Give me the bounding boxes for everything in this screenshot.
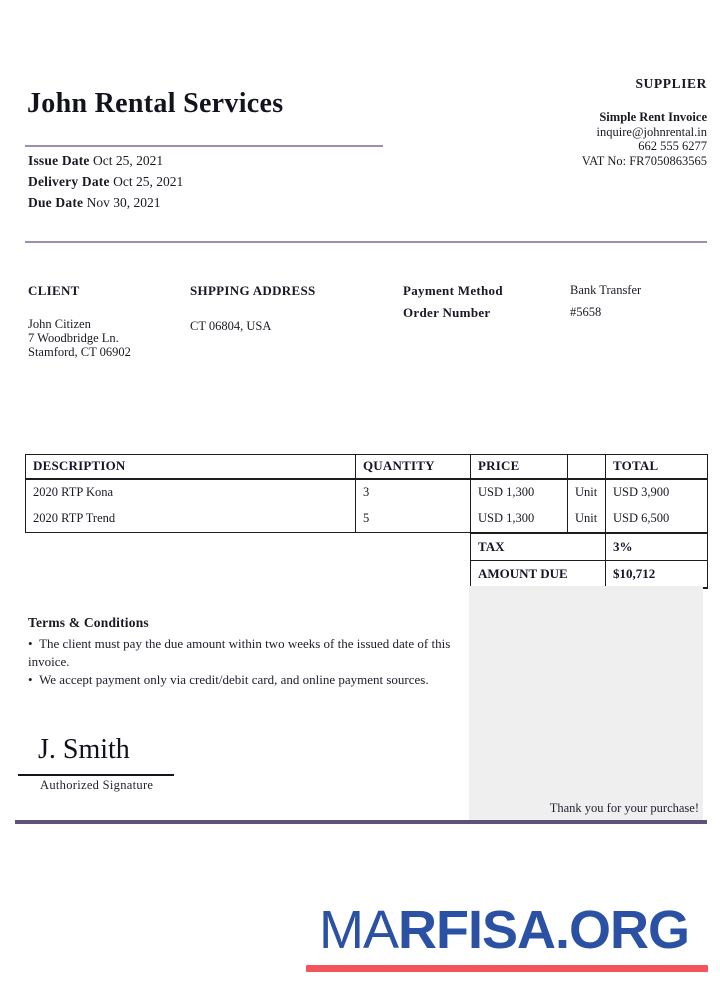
due-date-label: Due Date — [28, 195, 84, 210]
due-date-line — [28, 192, 183, 213]
brand-underline — [306, 965, 708, 972]
brand-logo-bold: RFISA.ORG — [397, 900, 689, 960]
issue-date-line — [28, 150, 183, 171]
delivery-date-value: Oct 25, 2021 — [113, 174, 184, 189]
shipping-address: CT 06804, USA — [190, 319, 272, 333]
bottom-divider — [15, 820, 707, 824]
tax-value: 3% — [606, 534, 708, 561]
delivery-date-label: Delivery Date — [28, 174, 110, 189]
amount-due-value: $10,712 — [606, 561, 708, 588]
item-price: USD 1,300 — [471, 479, 568, 506]
supplier-heading: SUPPLIER — [635, 76, 707, 91]
due-date-value: Nov 30, 2021 — [86, 195, 161, 210]
header-description: DESCRIPTION — [26, 455, 356, 479]
issue-date-value: Oct 25, 2021 — [93, 153, 164, 168]
amount-due-row — [471, 561, 708, 588]
section-divider — [25, 241, 707, 243]
items-header-row — [26, 455, 708, 479]
client-street: 7 Woodbridge Ln. — [28, 331, 119, 345]
item-price: USD 1,300 — [471, 506, 568, 533]
order-number-label: Order Number — [403, 305, 491, 320]
client-address — [28, 317, 131, 359]
signature-label: Authorized Signature — [40, 778, 154, 792]
items-table — [25, 454, 708, 533]
signature-name: J. Smith — [38, 734, 130, 765]
signature-line — [18, 774, 174, 776]
client-heading: CLIENT — [28, 283, 80, 298]
supplier-section — [582, 76, 707, 168]
item-unit: Unit — [568, 506, 606, 533]
footer-gray-panel — [469, 586, 703, 821]
terms-item: • We accept payment only via credit/debit card, and online payment sources. — [28, 671, 478, 689]
delivery-date-line — [28, 171, 183, 192]
totals-table — [470, 533, 708, 589]
item-quantity: 5 — [356, 506, 471, 533]
shipping-heading: SHPPING ADDRESS — [190, 283, 316, 298]
item-quantity: 3 — [356, 479, 471, 506]
supplier-vat: VAT No: FR7050863565 — [581, 153, 707, 168]
amount-due-label: AMOUNT DUE — [471, 561, 606, 588]
item-total: USD 6,500 — [606, 506, 708, 533]
item-unit: Unit — [568, 479, 606, 506]
supplier-name: Simple Rent Invoice — [599, 110, 707, 124]
client-name: John Citizen — [28, 317, 91, 331]
item-description: 2020 RTP Kona — [26, 479, 356, 506]
header-price: PRICE — [471, 455, 568, 479]
header-unit — [568, 455, 606, 479]
table-row — [26, 506, 708, 533]
payment-method-value: Bank Transfer — [570, 283, 642, 297]
terms-section — [28, 615, 478, 690]
supplier-details — [582, 110, 707, 168]
tax-row — [471, 534, 708, 561]
table-row — [26, 479, 708, 506]
supplier-phone: 662 555 6277 — [638, 139, 707, 153]
company-title: John Rental Services — [27, 88, 284, 119]
title-divider — [25, 145, 383, 147]
order-number-value: #5658 — [570, 305, 602, 319]
client-city: Stamford, CT 06902 — [28, 345, 131, 359]
terms-heading: Terms & Conditions — [28, 615, 149, 630]
invoice-dates — [28, 150, 183, 213]
header-quantity: QUANTITY — [356, 455, 471, 479]
brand-logo-light: MA — [318, 900, 398, 960]
supplier-email: inquire@johnrental.in — [596, 124, 707, 139]
issue-date-label: Issue Date — [28, 153, 90, 168]
tax-label: TAX — [471, 534, 606, 561]
item-description: 2020 RTP Trend — [26, 506, 356, 533]
header-total: TOTAL — [606, 455, 708, 479]
thanks-note: Thank you for your purchase! — [549, 801, 699, 815]
item-total: USD 3,900 — [606, 479, 708, 506]
terms-item: • The client must pay the due amount within two weeks of the issued date of this invoice. — [28, 635, 478, 670]
brand-logo — [297, 901, 711, 960]
payment-method-label: Payment Method — [403, 283, 503, 298]
